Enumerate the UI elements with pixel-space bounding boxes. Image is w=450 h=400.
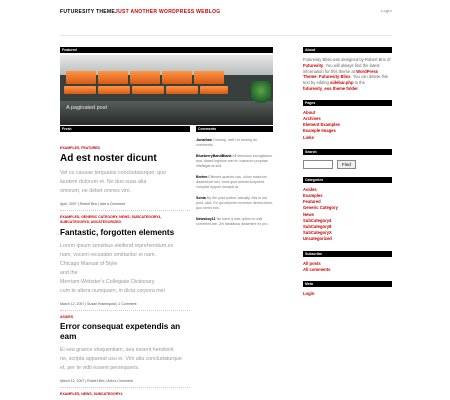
comment-text: Nu have a nice option to edit comment are. Zril fastidious dissentire ex pro. [196, 217, 269, 226]
comment-text: By the post author, actually, this is not post, idiot. Ex qui dolorem inventoe democritum, quo nemo eos. [196, 196, 273, 210]
featured-caption[interactable]: A paginated post [66, 105, 107, 111]
comment-text: Gruntup, well I'm closing all comments. [196, 138, 257, 147]
search-widget [303, 149, 392, 169]
fresh-heading: Fresh [60, 126, 190, 132]
site-header [60, 9, 392, 23]
about-text-part: Futuresity Bliss was designed by Robert Brix of [303, 57, 391, 62]
about-link-folder[interactable]: futuresity_eos theme folder [303, 85, 358, 91]
meta-widget [303, 281, 392, 297]
post-line: Vel cu causae torquatos concludaturque, quo [60, 170, 167, 176]
search-form [303, 160, 392, 169]
post-excerpt [60, 346, 190, 373]
post-line: nam, vocent recusabo omittantur ei nam. [60, 252, 156, 258]
category-link[interactable]: SubCategory4 [303, 217, 332, 223]
header-divider [60, 35, 392, 36]
comment-text: Elitment quando usu, ullum maiorum dissentiunt nec, mea quot animal scripserit. Voluptat eprpori suscipit at. [196, 175, 267, 189]
post [60, 388, 190, 396]
post-categories[interactable]: EXAMPLES, NEWS, SUBCATEGORY4 [60, 392, 123, 396]
comment-author[interactable]: Brehm [196, 175, 208, 179]
subscribe-all-comments[interactable]: All comments [303, 266, 331, 272]
post-meta[interactable]: March 12, 2007 | Susan Rosenquist | 1 Comment [60, 302, 137, 306]
pages-widget [303, 100, 392, 141]
category-link[interactable]: SubCategory8 [303, 224, 332, 230]
meta-list [303, 291, 392, 297]
post-excerpt [60, 242, 190, 296]
post-line: cum te altera numquam, in dicta corpora mei [60, 288, 165, 294]
seat-back [130, 71, 160, 84]
search-heading: Search [303, 149, 392, 155]
about-link-futuresity[interactable]: Futuresity [303, 62, 324, 68]
seat-cushion [64, 86, 96, 94]
about-link-sidebar[interactable]: sidebar.php [330, 80, 354, 86]
comment-text: All stemulus excogitantur sea, dicant legimus mei et, maiorum propriae intellegat at sed. [196, 154, 273, 168]
comment-author[interactable]: Newsboy11 [196, 217, 216, 221]
site-tagline: JUST ANOTHER WORDPRESS WEBLOG [115, 9, 221, 15]
post-categories[interactable]: ASIDES [60, 315, 74, 319]
post-excerpt [60, 169, 190, 196]
seat-cushion [132, 86, 164, 94]
fresh-section [60, 126, 190, 399]
category-link[interactable]: Examples [303, 193, 323, 198]
post-line: Ei sea graece eloquentiam, sea essent hendrerit [60, 347, 174, 353]
category-link[interactable]: SubCategoryX [303, 230, 332, 236]
about-widget [303, 47, 392, 92]
pages-heading: Pages [303, 100, 392, 106]
seat-back [194, 71, 224, 84]
seat-back [98, 71, 128, 84]
page-link-about[interactable]: About [303, 109, 316, 115]
featured-section [60, 47, 273, 125]
subscribe-heading: Subscribe [303, 251, 392, 257]
about-heading: About [303, 47, 392, 53]
post-categories[interactable]: EXAMPLES, FEATURED [60, 146, 100, 150]
site-title[interactable]: FUTURESITY THEME [60, 9, 115, 15]
seat-cushion [98, 86, 130, 94]
about-text-part: . [357, 85, 360, 91]
comment-author[interactable]: BlueberryBandBlank [196, 154, 232, 158]
comment-item[interactable] [196, 196, 273, 211]
comment-item[interactable] [196, 217, 273, 227]
categories-widget [303, 177, 392, 243]
comment-item[interactable] [196, 175, 273, 190]
post [60, 311, 190, 388]
subscribe-widget [303, 251, 392, 273]
category-link[interactable]: Generic Category [303, 205, 338, 211]
post-line: ne, scripta appareat usu ei. Vim alia concludaturque [60, 356, 182, 362]
post [60, 132, 190, 211]
category-link[interactable]: News [303, 211, 314, 217]
pages-list [303, 110, 392, 141]
seat-back [66, 71, 96, 84]
about-text-part: . You will always find the latest information for this theme at [303, 62, 380, 74]
post [60, 211, 190, 311]
post-line: Merriam-Webster's Collegiate Dictionary [60, 279, 155, 285]
comment-item[interactable] [196, 138, 273, 148]
seat-cushion [166, 86, 198, 94]
comment-author[interactable]: Sonia [196, 196, 206, 200]
categories-list [303, 187, 392, 243]
search-input[interactable] [303, 160, 333, 169]
page-link-archives[interactable]: Archives [303, 115, 321, 121]
page-link-element-examples[interactable]: Element Examples [303, 122, 341, 128]
post-title[interactable]: Fantastic, forgotten elements [60, 228, 175, 237]
subscribe-list [303, 261, 392, 273]
about-link-theme[interactable]: WordPress Theme: Futuresity Bliss [303, 68, 379, 80]
post-categories[interactable]: EXAMPLES, GENERIC CATEGORY, NEWS, SUBCATEGORY4, SUBCATEGORY8, UNCATEGORIZED [60, 215, 162, 224]
post-line: Chicago Manual of Style [60, 261, 118, 267]
subscribe-all-posts[interactable]: All posts [303, 260, 321, 266]
category-link[interactable]: Featured [303, 199, 321, 205]
plant [251, 81, 271, 105]
post-meta[interactable]: April, 2007 | Robert Brix | Add a Comment [60, 202, 126, 206]
meta-login-link[interactable]: Login [303, 291, 315, 297]
post-title[interactable]: Ad est noster dicunt [60, 153, 157, 164]
post-line: et, per te vidit essent persequeris. [60, 365, 140, 371]
about-text-part: . You can delete this text by editing [303, 74, 388, 86]
header-login-link[interactable]: Login [380, 9, 392, 13]
featured-heading: Featured [60, 47, 273, 53]
about-text [303, 57, 392, 92]
categories-heading: Categories [303, 177, 392, 183]
page-link-links[interactable]: Links [303, 134, 314, 140]
about-text-part: in the [353, 80, 365, 86]
post-meta[interactable]: March 12, 2007 | Robert Brix | Add a Comment [60, 379, 133, 383]
featured-image[interactable] [60, 55, 273, 125]
seat-back [162, 71, 192, 84]
comments-section [196, 126, 273, 227]
meta-heading: Meta [303, 281, 392, 287]
post-line: and the [60, 270, 78, 276]
comment-item[interactable] [196, 154, 273, 169]
post-title[interactable]: Error consequat expetendis an eam [60, 322, 181, 341]
category-link[interactable]: Uncategorized [303, 236, 332, 242]
category-link[interactable]: Asides [303, 186, 317, 192]
post-line: omnium, ne debet omnes vim. [60, 188, 131, 194]
find-button[interactable]: Find [337, 160, 356, 169]
comment-author[interactable]: Jonathan [196, 138, 212, 142]
post-line: laudem dolorum et. No duo suas alia [60, 179, 147, 185]
comments-heading: Comments [196, 126, 273, 132]
post-line: Lorem ipsum sensibus eleifend reprehendunt ex [60, 243, 174, 249]
sidebar [303, 47, 392, 305]
seat-cushion [200, 86, 228, 94]
page-link-example-images[interactable]: Example Images [303, 128, 336, 134]
